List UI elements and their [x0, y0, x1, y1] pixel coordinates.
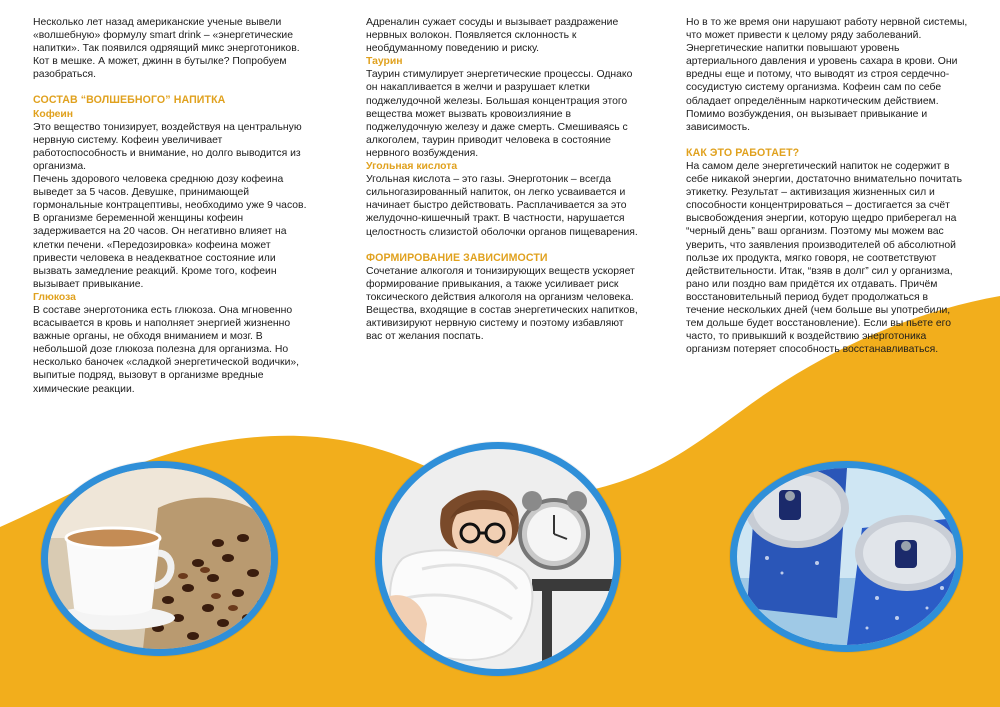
- energy-drink-cans-photo: [730, 461, 963, 652]
- glucose-paragraph: В составе энерготоника есть глюкоза. Она мгновенно всасывается в кровь и наполняет энергией жизненно важные органы, не обходя вниманием и мозг. В небольшой дозе глюкоза полезна для организма. Но несколько баночек «сладкой энергетической водички», выпитые подряд, вызовут в организме вредные химические реакции.: [33, 304, 300, 395]
- subtitle-carbonic-acid: Угольная кислота: [366, 161, 458, 173]
- subtitle-caffeine: Кофеин: [33, 108, 74, 120]
- section-title-how-it-works: КАК ЭТО РАБОТАЕТ?: [686, 146, 800, 159]
- subtitle-taurine: Таурин: [366, 56, 403, 68]
- column-right: [686, 16, 968, 356]
- sleepy-person-photo-art: [382, 449, 614, 669]
- coffee-photo: [41, 461, 278, 656]
- adrenaline-paragraph: Адреналин сужает сосуды и вызывает раздражение нервных волокон. Появляется склонность к необдуманному поведению и риску.: [366, 17, 619, 55]
- harm-paragraph: Но в то же время они нарушают работу нервной системы, что может привести к целому ряду заболеваний. Энергетические напитки повышают уровень артериального давления и уровень сахара в крови. Они вредны еще и потому, что выводят из строя сердечно-сосудистую систему организма. Кофеин сам по себе обладает определённым наркотическим действием. Помимо возбуждения, он вызывает привыкание и зависимость.: [686, 17, 968, 133]
- intro-text: Несколько лет назад американские ученые вывели «волшебную» формулу smart drink – «энергетические напитки». Так появился одряящий микс энерготоников. Кот в мешке. А может, джинн в бутылке? Попробуем разобраться.: [33, 17, 300, 81]
- column-middle: [366, 16, 641, 343]
- caffeine-paragraph-2: Печень здорового человека среднюю дозу кофеина выведет за 5 часов. Девушке, принимающей гормональные контрацептивы, необходимо уже 9 часов. В организме беременной женщины кофеин задерживается на 20 часов. Он негативно влияет на клетки печени. «Передозировка» кофеина может привести человека в неадекватное состояние или вызвать замедление реакций. Кроме того, кофеин вызывает привыкание.: [33, 174, 307, 290]
- section-title-dependence: ФОРМИРОВАНИЕ ЗАВИСИМОСТИ: [366, 251, 548, 264]
- caffeine-paragraph-1: Это вещество тонизирует, воздействуя на центральную нервную систему. Кофеин увеличивает работоспособность и внимание, но долго выводится из организма.: [33, 121, 302, 172]
- column-left: [33, 16, 313, 396]
- subtitle-glucose: Глюкоза: [33, 291, 76, 303]
- how-it-works-paragraph: На самом деле энергетический напиток не содержит в себе никакой энергии, достаточно внимательно почитать этикетку. Результат – активизация жизненных сил и способности концентрироваться – достигается за счёт высвобождения энергии, которую щедро приберегал на “черный день” ваш организм. Поэтому мы можем вас уверить, что заявления производителей об абсолютной пользе их продукта, мягко говоря, не соответствуют действительности. Итак, “взяв в долг” сил у организма, рано или поздно вам придётся их отдавать. Причём восстановительный период будет продолжаться в течение нескольких дней (чем больше вы употребили, тем дольше будет восстановление). Если вы пьете его часто, то привыкший к воздействию энерготоника организм потеряет способность восстанавливаться.: [686, 160, 963, 356]
- taurine-paragraph: Таурин стимулирует энергетические процессы. Однако он накапливается в желчи и разрушает клетки поджелудочной железы. Большая концентрация этого вещества может вызвать кровоизлияние в поджелудочную железу и даже смерть. Смешиваясь с алкоголем, таурин приводит человека в состояние нервного возбуждения.: [366, 69, 633, 159]
- carbonic-paragraph: Угольная кислота – это газы. Энерготоник – всегда сильногазированный напиток, он легко усваивается и начинает быстро действовать. Расплачивается за это желудочно-кишечный тракт. В частности, нарушается целостность слизистой оболочки органов пищеварения.: [366, 174, 638, 238]
- coffee-photo-art: [48, 468, 271, 649]
- sleepy-person-photo: [375, 442, 621, 676]
- energy-drink-cans-photo-art: [737, 468, 956, 645]
- section-title-composition: СОСТАВ “ВОЛШЕБНОГО” НАПИТКА: [33, 94, 226, 107]
- dependence-paragraph: Сочетание алкоголя и тонизирующих веществ ускоряет формирование привыкания, а также усиливает риск токсического действия алкоголя на организм человека. Вещества, входящие в состав энергетических напитков, активизируют нервную систему и поэтому избавляют вас от желания поспать.: [366, 265, 638, 343]
